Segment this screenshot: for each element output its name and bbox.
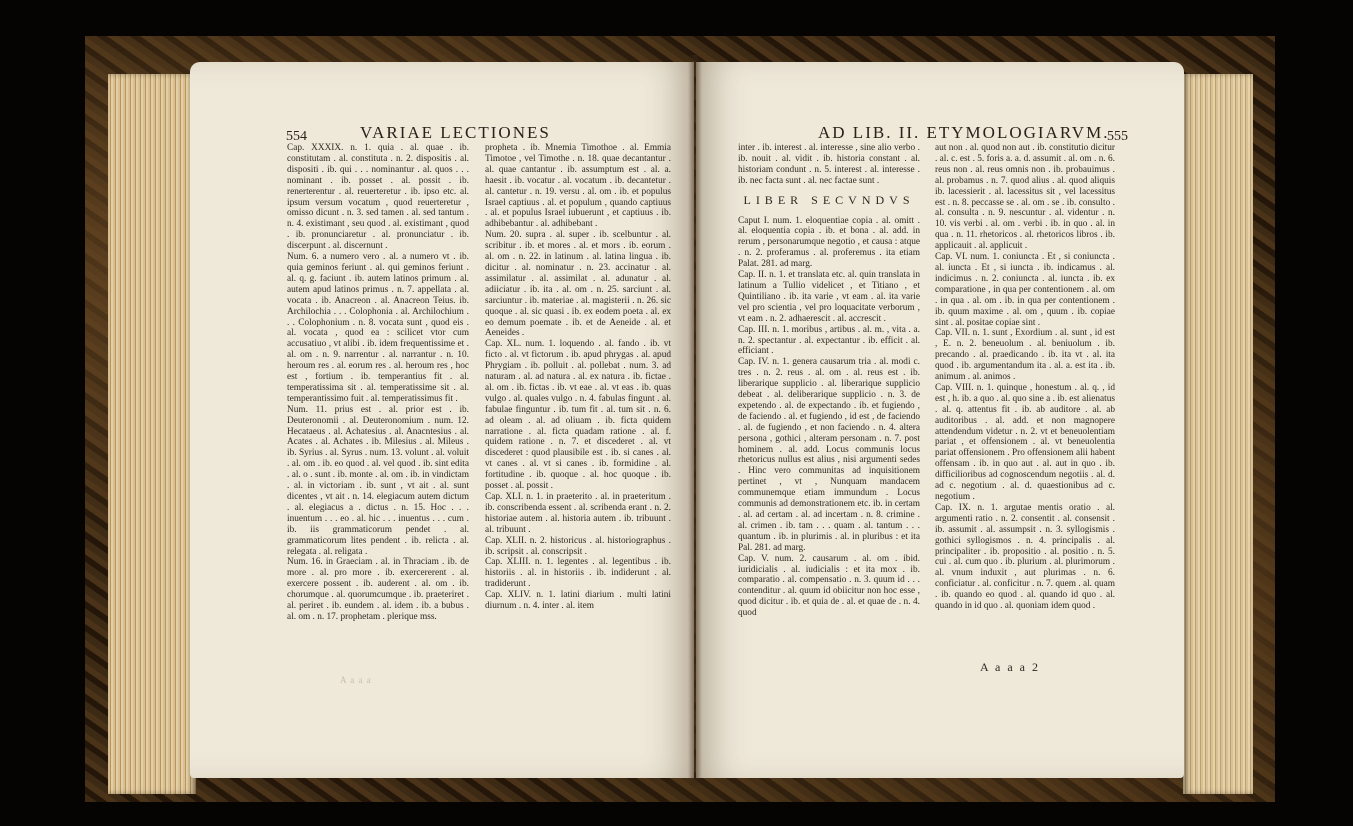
right-page-number: 555	[1107, 129, 1128, 144]
paragraph: Cap. XLII. n. 2. historicus . al. historiographus . ib. scripsit . al. conscripsit .	[485, 535, 671, 557]
paragraph: Num. 16. in Graeciam . al. in Thraciam . ib. de more . al. pro more . ib. exercererent . al. exercere possent . ib. auderent . al. om . ib. chorumque . al. quorumcumque . ib. praeteriret . al. periret . ib. eundem . al. idem . ib. a bubus . al. om . n. 17. prophetam . plerique mss.	[287, 557, 469, 622]
paragraph: aut non . al. quod non aut . ib. constitutio dicitur . al. c. est . 5. foris a. a. d. assumit . al. om . n. 6. reus non . al. reus omnis non . ib. probauimus . al. probamus . n. 7. quod alius . al. quod aliquis ib. lacessierit . al. lacessitus sit , vel lacessitus est . n. 8. peccasse se . al. om . se . ib. consulto . al. consulta . n. 9. nescuntur . al. videntur . n. 10. vis verbi . al. om . verbi . ib. in quo . al. in qua . n. 11. rhetoricos . al. rhetoricos libros . ib. applicauit . al. applicuit .	[935, 143, 1115, 252]
left-page-number: 554	[286, 129, 307, 144]
paragraph: inter . ib. interest . al. interesse , sine alio verbo . ib. nouit . al. vidit . ib. historia constant . al. historiam condunt . n. 5. interest . al. interesse . ib. nec facta sunt . al. nec factae sunt .	[738, 143, 920, 186]
left-running-head: VARIAE LECTIONES	[360, 123, 551, 142]
paragraph: propheta . ib. Mnemia Timothoe . al. Emmia Timotoe , vel Timothe . n. 18. quae decantantur . al. quae cantantur . ib. assumptum est . al. a. haesit . ib. vocatur . al. vocatum . ib. decantetur . al. cantetur . n. 19. versu . al. om . ib. et populus Israel captiuus . al. et populum , quando captiuus . al. et populus Israel iubuerunt , et captiuus . ib. adhibebantur . al. adhibebant .	[485, 143, 671, 230]
right-column-b	[935, 143, 1115, 655]
left-page-edges	[108, 74, 196, 794]
paragraph: Cap. VII. n. 1. sunt , Exordium . al. sunt , id est , E. n. 2. beneuolum . al. beniuolum . ib. precando . al. praedicando . ib. ita vt . al. ita quod . ib. argumentandum ita . al. a. est ita . ib. animum . al. animos .	[935, 328, 1115, 383]
paragraph: Cap. XL. num. 1. loquendo . al. fando . ib. vt ficto . al. vt fictorum . ib. apud phrygas . al. apud Phrygiam . ib. polluit . al. pollebat . num. 3. ad naturam . al. ad natura . al. ex natura . ib. fictae . al. om . ib. fictas . ib. vt eae . al. vt eas . ib. quas vulgo . al. quales vulgo . n. 4. fabulas fingunt . al. fabulae finguntur . ib. tum fit . al. tum sit . n. 6. ad oleam . al. ad oliuam . ib. ficta quidem narratione . al. ficta quadam ratione . al. f. quidem ratione . n. 7. et discederet . al. vt discederet : quod plausibile est . ib. si canes . al. vt canes . al. vt si canes . ib. formidine . al. fortitudine . ib. quoque . al. hoc quoque . ib. posset . al. possit .	[485, 339, 671, 492]
right-column-a	[738, 143, 920, 671]
paragraph: Num. 20. supra . al. super . ib. scelbuntur . al. scribitur . ib. et mores . al. et mors . ib. eorum . al. om . n. 22. in latinum . al. latina lingua . ib. dicitur . al. nominatur . n. 23. accinatur . al. assimilatur . al. assimilat . al. adunatur . al. adiiciatur . ib. ita . al. om . n. 25. sarciunt . al. sarciuntur . ib. materiae . al. magisterii . n. 26. sic quoque . al. sic quasi . ib. ex eodem poeta . al. ex eo demum poemate . ib. et de Aeneide . al. et Aeneides .	[485, 230, 671, 339]
paragraph: Cap. XLI. n. 1. in praeterito . al. in praeteritum . ib. conscribenda essent . al. scribenda erant . n. 2. historiae autem . al. historia autem . ib. tribuunt . al. tribuunt .	[485, 492, 671, 535]
paragraph: Cap. III. n. 1. moribus , artibus . al. m. , vita . a. n. 2. spectantur . al. expectantur . ib. efficit . al. efficiant .	[738, 324, 920, 357]
paragraph: Cap. XLIII. n. 1. legentes . al. legentibus . ib. historiis . al. in historiis . ib. indiderunt . al. tradiderunt .	[485, 557, 671, 590]
right-page-edges	[1183, 74, 1253, 794]
paragraph: Cap. V. num. 2. causarum . al. om . ibid. iuridicialis . al. iudicialis : et ita mox . ib. comparatio . al. compensatio . n. 3. quum id . . . contenditur . al. quum id obiicitur non hoc esse , quod dicitur . ib. et quia de . al. et quae de . n. 4. quod	[738, 553, 920, 619]
bleed-through-text: A a a a	[340, 675, 372, 685]
right-running-head: AD LIB. II. ETYMOLOGIARVM.	[818, 123, 1110, 142]
book-section-heading: LIBER SECVNDVS	[743, 192, 915, 207]
paragraph: Cap. VI. num. 1. coniuncta . Et , si coniuncta . al. iuncta . Et , si iuncta . ib. indicamus . al. indicimus . n. 2. coniuncta . al. iuncta . ib. ex comparatione , in qua per contentionem . al. om . in qua . al. om . ib. in qua per contentionem . ib. quum maxime . al. om , quum . ib. copiae sint . al. positae copiae sint .	[935, 252, 1115, 328]
printer-signature-mark: A a a a 2	[980, 660, 1040, 674]
paragraph: Cap. II. n. 1. et translata etc. al. quin translata in latinum a Tullio videlicet , et Titiano , et Quintiliano . ib. ita varie , vt eam . al. ita varie vel pro scientia , vel pro loquacitate verborum , vt eam . n. 2. adhaerescit . al. accrescit .	[738, 270, 920, 324]
book-gutter	[688, 55, 702, 785]
paragraph: Cap. XXXIX. n. 1. quia . al. quae . ib. constitutam . al. constituta . n. 2. dispositis . al. dispositi . ib. qui . . . nominantur . al. quos . . . nominant . ib. posset . al. possit . ib. renerterentur . al. reuerteretur . ib. ipso etc. al. ipsum versum vocatum , quod reuerteretur , omisso dicunt . n. 3. sed tamen . al. sed tantum . n. 4. existimant , seu quod . al. existimant , quod . ib. pronunciaretur . al. pronunciatur . ib. discerpunt . al. discernunt .	[287, 143, 469, 252]
left-column-a	[287, 143, 469, 681]
left-column-b	[485, 143, 671, 681]
paragraph: Cap. IX. n. 1. argutae mentis oratio . al. argumenti ratio . n. 2. consentit . al. consensit . ib. assumit . al. assumpsit . n. 3. syllogismis . gothici syllogismos . n. 4. principalis . al. principaliter . ib. propositio . al. positio . n. 5. cui . al. cum quo . ib. plurium . al. plurimorum . al. vnum induxit , aut plurimas . n. 6. conficiatur . al. conficitur . n. 7. quem . al. quam . ib. quando eo quod . al. quando id quo . al. quando in id quo . al. quoniam idem quod .	[935, 502, 1115, 612]
paragraph: Num. 6. a numero vero . al. a numero vt . ib. quia geminos feriunt . al. qui geminos feriunt . al. q. g. faciunt . ib. autem latinos primum . al. autem apud latinos primus . n. 7. appellata . al. vocata . ib. Anacreon . al. Anacreon Teius. ib. Archilochia . . . Colophonia . al. Archilochium . . . Colophonium . n. 8. vocata sunt , quod eis . al. vocata , quod ea : scilicet vtor cum accusatiuo , vt alibi . ib. idem frequentissime et . al. om . n. 9. narrentur . al. narrantur . n. 10. heroum res . al. eorum res . al. heroum res , hoc est , fortium . ib. temperantius fit . al. temperatissima sit . al. temperatissime sit . al. temperantissimo fuit . al. temperatissimus fit .	[287, 252, 469, 404]
paragraph: Cap. XLIV. n. 1. latini diarium . multi latini diurnum . n. 4. inter . al. item	[485, 590, 671, 612]
paragraph: Cap. VIII. n. 1. quinque , honestum . al. q. , id est , h. ib. a quo . al. quo sine a . ib. est alienatus . al. q. attentus fit . ib. ab auditore . al. ab auditoribus . al. add. et non magnopere attendendum videtur . n. 2. vt et beneuolentiam pariat , et offensionem . al. vt beneuolentia pariat offensionem . Pro offensionem alii habent offensam . ib. in quo aut . al. aut in quo . ib. difficilioribus ad cognoscendum negotiis . al. d. ad c. negotium . al. d. quaestionibus ad c. negotium .	[935, 382, 1115, 502]
paragraph: Caput I. num. 1. eloquentiae copia . al. omitt . al. eloquentia copia . ib. et bona . al. add. in rerum , personarumque negotio , et causa : atque . n. 2. proferamus . al. proferemus . ita etiam Palat. 281. ad marg.	[738, 215, 920, 270]
paragraph: Cap. IV. n. 1. genera causarum tria . al. modi c. tres . n. 2. reus . al. om . al. reus est . ib. liberarique supplicio . al. liberarique supplicio debeat . al. deliberarique supplicio . n. 3. de expetendo . al. de expectando . ib. et fugiendo , de faciendo . al. et fugiendo , id est , de faciendo . al. de fugiendo , et non faciendo . n. 4. altera persona , gothici , alteram personam . n. 7. post hominem . al. add. Locus communis locus rhetoricus nullus est alius , nisi argumenti sedes . Hinc vero communitas ad inquisitionem pertinet , vt , Nunquam mandacem communemque etiam immundum . Locus communis ad demonstrationem etc. ib. in certam . al. ad certam . al. ad incertam . n. 8. crimine . al. crimen . ib. tam . . . quam . al. tantum . . . quantum . ib. in plurimis . al. in pluribus : et ita Pal. 281. ad marg.	[738, 357, 920, 553]
paragraph: Num. 11. prius est . al. prior est . ib. Deuteronomii . al. Deuteronomium . num. 12. Hecataeus . al. Achatesius . al. Anacntesius . al. Acates . al. Achates . ib. Milesius . al. Mileus . ib. Syrius . al. Syrus . num. 13. volunt . al. voluit . al. om . ib. eo quod . al. vel quod . ib. sint edita . al. o . sunt . ib. monte . al. om . ib. in vindictam . al. in victoriam . ib. sunt , vt ait . al. sunt dicentes , vt ait . n. 14. elegiacum autem dictum . al. elegiacus a . dictus . n. 15. Hoc . . . inuentum . . . eo . al. hic . . . inuentus . . . cum . ib. iis grammaticorum pendet . al. grammaticorum lites pendent . ib. relicta . al. relegata . al. religata .	[287, 404, 469, 557]
